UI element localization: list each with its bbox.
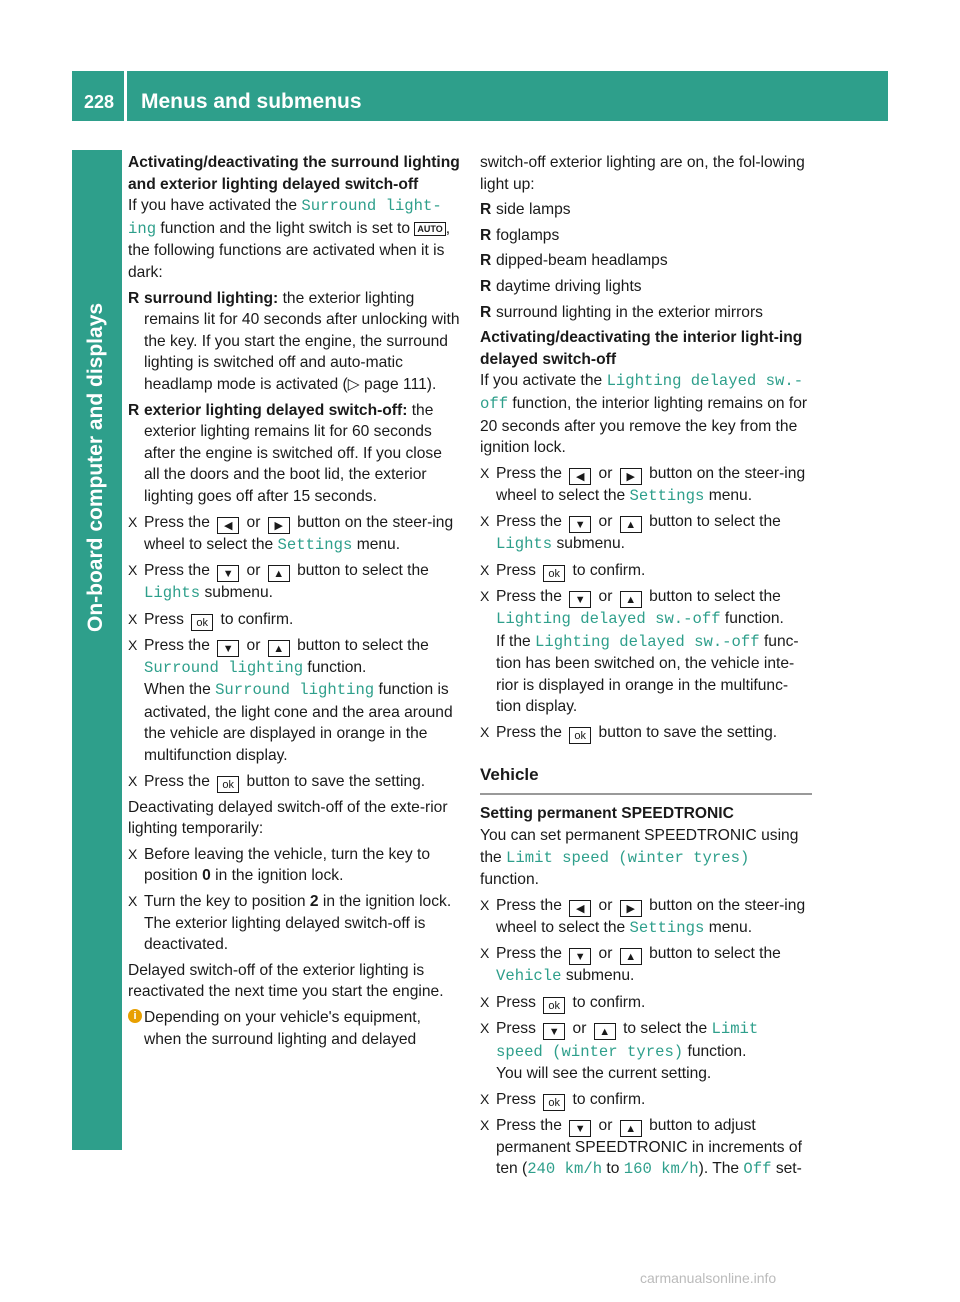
up-button-icon: ▲ [268, 640, 290, 657]
action-step: X Press the ▼ or ▲ button to select the Lights submenu. [480, 513, 781, 554]
down-button-icon: ▼ [543, 1023, 565, 1040]
paragraph-interior-intro: If you activate the Lighting delayed sw.-off function, the interior lighting remains on for 20 seconds after you remove the key from the ignition lock. [480, 372, 808, 457]
heading-interior-lighting: Activating/deactivating the interior light-ing delayed switch-off [480, 329, 803, 368]
down-button-icon: ▼ [569, 1120, 591, 1137]
left-button-icon: ◀ [569, 468, 591, 485]
list-item: R surround lighting: the exterior lighting remains lit for 40 seconds after unlocking with the key. If you start the engine, the surround lighting is switched off and auto-matic headlamp mode is activated (▷ page 111). [128, 289, 460, 393]
action-step: X Press the ok button to save the setting. [480, 723, 778, 742]
info-icon: i [128, 1009, 142, 1023]
section-heading-vehicle: Vehicle [480, 764, 812, 796]
action-step: X Press the ▼ or ▲ button to select the Lights submenu. [128, 562, 429, 603]
action-step: X Press the ok button to save the setting. [128, 772, 426, 791]
left-button-icon: ◀ [217, 517, 239, 534]
footer-watermark: carmanualsonline.info [640, 1270, 777, 1286]
ok-button-icon: ok [569, 727, 591, 744]
info-note: i Depending on your vehicle's equipment, when the surround lighting and delayed [128, 1007, 460, 1050]
right-button-icon: ▶ [620, 900, 642, 917]
paragraph-speedtronic: You can set permanent SPEEDTRONIC using the Limit speed (winter tyres) function. [480, 827, 799, 889]
ok-button-icon: ok [217, 776, 239, 793]
list-item: R dipped-beam headlamps [480, 252, 668, 270]
action-step: X Press ok to confirm. [128, 610, 294, 629]
list-item: R exterior lighting delayed switch-off: the exterior lighting remains lit for 60 seconds after the engine is switched off. If you close all the doors and the boot lid, the exterior lighting goes off after 15 seconds. [128, 401, 442, 505]
down-button-icon: ▼ [217, 565, 239, 582]
action-step: X Press the ◀ or ▶ button on the steer-ing wheel to select the Settings menu. [128, 513, 454, 554]
page-ref-icon: ▷ [347, 375, 360, 393]
action-step: X Press the ◀ or ▶ button on the steer-ing wheel to select the Settings menu. [480, 464, 806, 505]
paragraph-reactivate: Delayed switch-off of the exterior lighting is reactivated the next time you start the engine. [128, 961, 444, 1001]
left-button-icon: ◀ [569, 900, 591, 917]
right-column [480, 152, 812, 1185]
heading-surround-lighting: Activating/deactivating the surround lighting and exterior lighting delayed switch-off [128, 154, 460, 193]
page-title: Menus and submenus [141, 90, 362, 113]
left-column [128, 152, 460, 1050]
action-step: X Press the ◀ or ▶ button on the steer-ing wheel to select the Settings menu. [480, 896, 806, 937]
ok-button-icon: ok [543, 1094, 565, 1111]
down-button-icon: ▼ [569, 591, 591, 608]
side-tab-label: On-board computer and displays [84, 302, 107, 632]
action-step: X Turn the key to position 2 in the ignition lock. The exterior lighting delayed switch-off is deactivated. [128, 893, 452, 954]
ok-button-icon: ok [543, 997, 565, 1014]
down-button-icon: ▼ [569, 948, 591, 965]
right-button-icon: ▶ [268, 517, 290, 534]
action-step: X Press ▼ or ▲ to select the Limit speed (winter tyres) function. You will see the current setting. [480, 1020, 759, 1083]
up-button-icon: ▲ [620, 1120, 642, 1137]
list-item: R surround lighting in the exterior mirrors [480, 303, 763, 321]
paragraph-intro: If you have activated the Surround light-ing function and the light switch is set to AUTO , the following functions are activated when it is dark: [128, 197, 451, 281]
action-step: X Press the ▼ or ▲ button to select the Lighting delayed sw.-off function. If the Lighting delayed sw.-off func-tion has been switched on, the vehicle inte-rior is displayed in orange in the multifunc-tion display. [480, 587, 799, 716]
lights-list [480, 199, 812, 323]
list-item: R daytime driving lights [480, 277, 642, 295]
down-button-icon: ▼ [569, 516, 591, 533]
up-button-icon: ▲ [594, 1023, 616, 1040]
up-button-icon: ▲ [620, 591, 642, 608]
page-number: 228 [84, 92, 115, 112]
action-step: X Press ok to confirm. [480, 994, 646, 1013]
action-step: X Press the ▼ or ▲ button to select the Surround lighting function. When the Surround lighting function is activated, the light cone and the area around the vehicle are displayed in orange in the multifunction display. [128, 636, 453, 765]
list-item: R foglamps [480, 226, 560, 244]
paragraph-continued: switch-off exterior lighting are on, the fol-lowing light up: [480, 154, 805, 193]
action-arrow-icon: X [128, 513, 138, 530]
up-button-icon: ▲ [268, 565, 290, 582]
right-button-icon: ▶ [620, 468, 642, 485]
auto-switch-icon: AUTO [414, 222, 445, 236]
up-button-icon: ▲ [620, 516, 642, 533]
action-step: X Press ok to confirm. [480, 1090, 646, 1109]
action-step: X Press ok to confirm. [480, 561, 646, 580]
up-button-icon: ▲ [620, 948, 642, 965]
list-item: R side lamps [480, 201, 571, 219]
action-step: X Before leaving the vehicle, turn the key to position 0 in the ignition lock. [128, 845, 431, 885]
ok-button-icon: ok [543, 565, 565, 582]
side-tab-label-wrap [84, 152, 112, 632]
ok-button-icon: ok [191, 614, 213, 631]
heading-speedtronic: Setting permanent SPEEDTRONIC [480, 805, 734, 823]
action-step: X Press the ▼ or ▲ button to select the Vehicle submenu. [480, 945, 781, 986]
down-button-icon: ▼ [217, 640, 239, 657]
header-divider [124, 71, 127, 121]
paragraph-deactivate: Deactivating delayed switch-off of the exte-rior lighting temporarily: [128, 798, 448, 838]
action-step: X Press the ▼ or ▲ button to adjust permanent SPEEDTRONIC in increments of ten (240 km/h to 160 km/h). The Off set- [480, 1116, 802, 1179]
